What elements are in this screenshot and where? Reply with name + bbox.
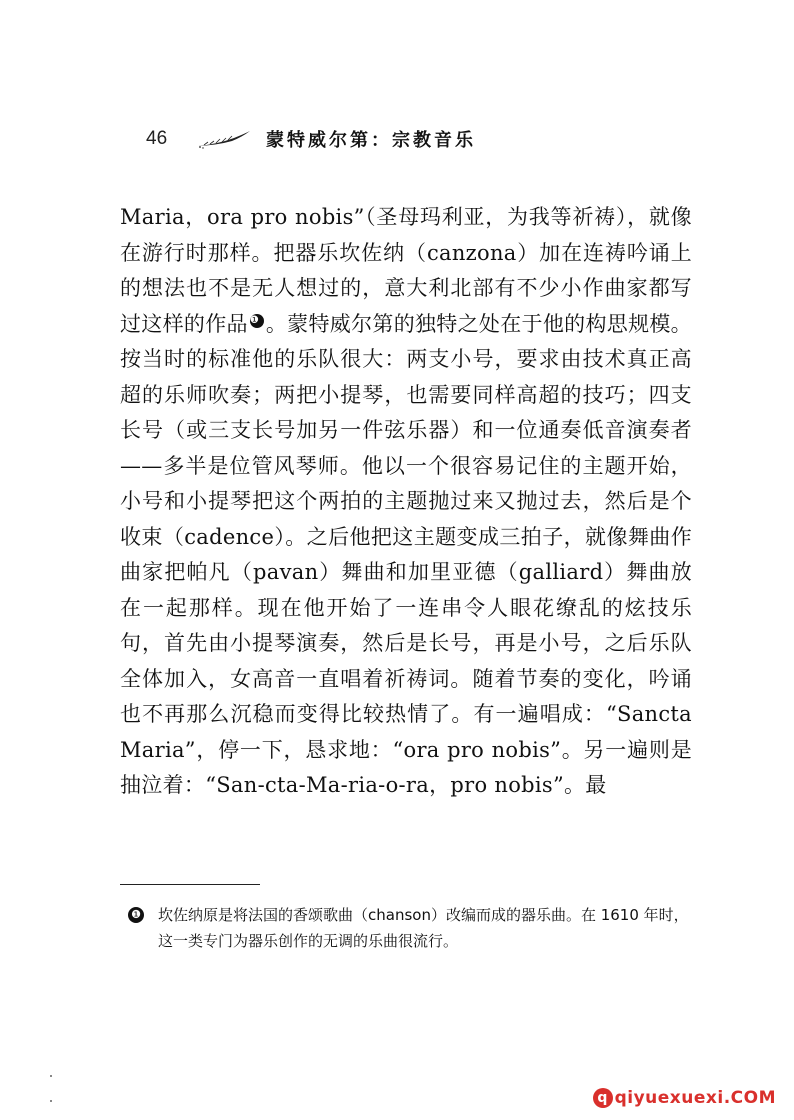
footnote-divider (120, 884, 260, 885)
body-paragraph (120, 200, 692, 804)
scan-speck (50, 1075, 52, 1077)
page-number: 46 (146, 128, 168, 149)
running-header (146, 124, 476, 154)
body-text-part-1: Maria，ora pro nobis”（圣母玛利亚，为我等祈祷），就像在游行时那样。把器乐坎佐纳（canzona）加在连祷吟诵上的想法也不是无人想过的，意大利北部有不少小作曲家都写过这样的作品 (120, 205, 692, 336)
quill-ornament-icon (196, 129, 252, 149)
watermark (593, 1088, 776, 1108)
scan-speck (50, 1100, 52, 1102)
footnote-reference[interactable]: ❶ (250, 314, 264, 328)
watermark-logo-icon: q (593, 1088, 613, 1108)
watermark-text: qiyuexuexi.COM (614, 1088, 776, 1108)
footnote-text: 坎佐纳原是将法国的香颂歌曲（chanson）改编而成的器乐曲。在 1610 年时，这一类专门为器乐创作的无调的乐曲很流行。 (158, 906, 689, 950)
footnote (131, 902, 698, 954)
running-title: 蒙特威尔第：宗教音乐 (266, 130, 476, 151)
footnote-marker: ❶ (128, 907, 144, 923)
body-text-part-2: 。蒙特威尔第的独特之处在于他的构思规模。按当时的标准他的乐队很大：两支小号，要求由技术真正高超的乐师吹奏；两把小提琴，也需要同样高超的技巧；四支长号（或三支长号加另一件弦乐器）和一位通奏低音演奏者——多半是位管风琴师。他以一个很容易记住的主题开始，小号和小提琴把这个两拍的主题抛过来又抛过去，然后是个收束（cadence）。之后他把这主题变成三拍子，就像舞曲作曲家把帕凡（pavan）舞曲和加里亚德（galliard）舞曲放在一起那样。现在他开始了一连串令人眼花缭乱的炫技乐句，首先由小提琴演奏，然后是长号，再是小号，之后乐队全体加入，女高音一直唱着祈祷词。随着节奏的变化，吟诵也不再那么沉稳而变得比较热情了。有一遍唱成：“Sancta Maria”，停一下，恳求地：“ora pro nobis”。另一遍则是抽泣着：“San-cta-Ma-ria-o-ra，pro nobis”。最 (120, 311, 692, 797)
